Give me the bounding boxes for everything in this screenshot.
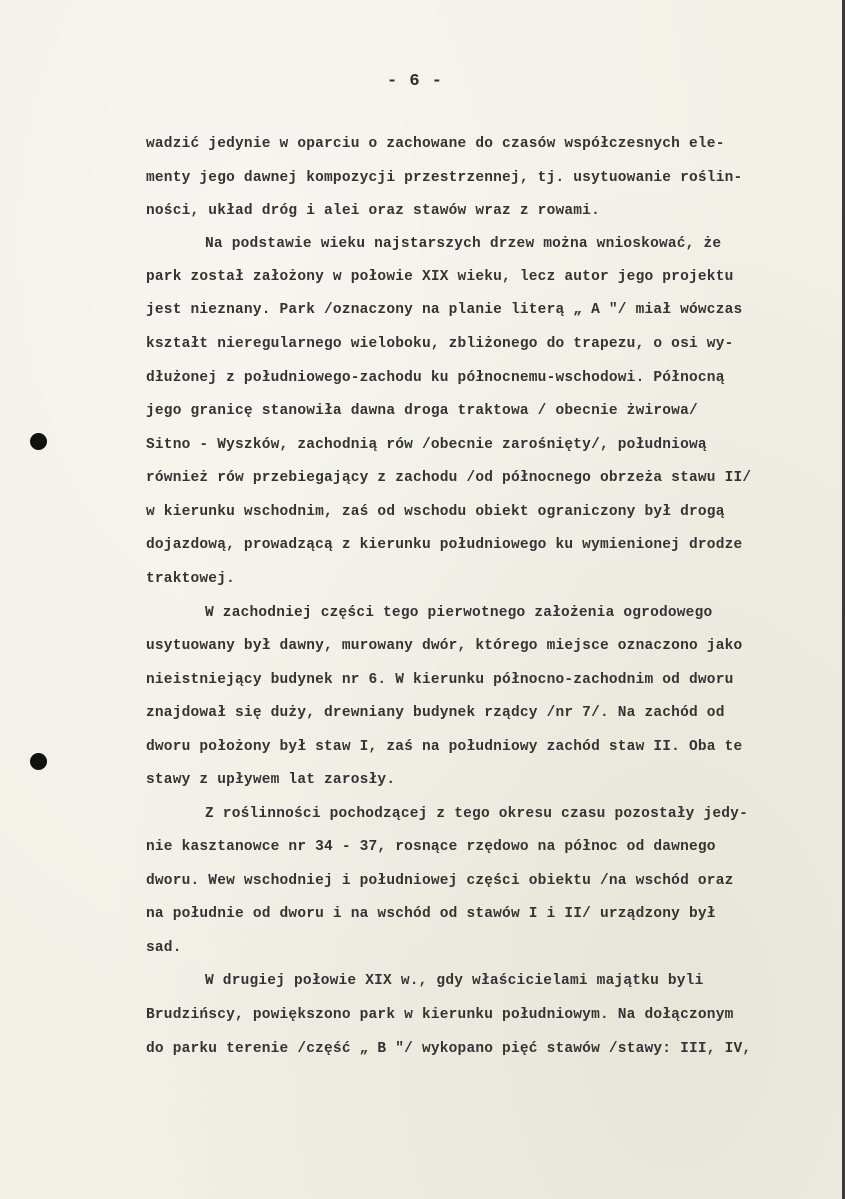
text-line: dłużonej z południowego-zachodu ku północnemu-wschodowi. Północną bbox=[146, 370, 725, 386]
text-line: dojazdową, prowadzącą z kierunku południowego ku wymienionej drodze bbox=[146, 537, 743, 553]
text-line: traktowej. bbox=[146, 571, 236, 587]
text-line: Brudzińscy, powiększono park w kierunku południowym. Na dołączonym bbox=[146, 1007, 734, 1023]
text-line: stawy z upływem lat zarosły. bbox=[146, 772, 396, 788]
text-line: znajdował się duży, drewniany budynek rządcy /nr 7/. Na zachód od bbox=[146, 705, 725, 721]
text-line: do parku terenie /część „ B "/ wykopano pięć stawów /stawy: III, IV, bbox=[146, 1041, 752, 1057]
text-line: park został założony w połowie XIX wieku, lecz autor jego projektu bbox=[146, 269, 734, 285]
text-line: sad. bbox=[146, 940, 182, 956]
text-line: na południe od dworu i na wschód od stawów I i II/ urządzony był bbox=[146, 906, 716, 922]
text-line: Sitno - Wyszków, zachodnią rów /obecnie zarośnięty/, południową bbox=[146, 437, 707, 453]
text-line: nieistniejący budynek nr 6. W kierunku północno-zachodnim od dworu bbox=[146, 672, 734, 688]
text-line: Z roślinności pochodzącej z tego okresu czasu pozostały jedy- bbox=[205, 806, 748, 822]
text-line: również rów przebiegający z zachodu /od północnego obrzeża stawu II/ bbox=[146, 470, 752, 486]
page-number: - 6 - bbox=[386, 72, 443, 91]
punch-hole bbox=[30, 433, 47, 450]
text-line: W zachodniej części tego pierwotnego założenia ogrodowego bbox=[205, 605, 713, 621]
text-line: dworu położony był staw I, zaś na południowy zachód staw II. Oba te bbox=[146, 739, 743, 755]
text-line: W drugiej połowie XIX w., gdy właścicielami majątku byli bbox=[205, 973, 704, 989]
text-line: kształt nieregularnego wieloboku, zbliżonego do trapezu, o osi wy- bbox=[146, 336, 734, 352]
text-line: Na podstawie wieku najstarszych drzew można wnioskować, że bbox=[205, 236, 722, 252]
punch-hole bbox=[30, 753, 47, 770]
text-line: usytuowany był dawny, murowany dwór, którego miejsce oznaczono jako bbox=[146, 638, 743, 654]
text-line: wadzić jedynie w oparciu o zachowane do czasów współczesnych ele- bbox=[146, 136, 725, 152]
text-line: w kierunku wschodnim, zaś od wschodu obiekt ograniczony był drogą bbox=[146, 504, 725, 520]
text-line: menty jego dawnej kompozycji przestrzennej, tj. usytuowanie roślin- bbox=[146, 170, 743, 186]
text-line: nie kasztanowce nr 34 - 37, rosnące rzędowo na północ od dawnego bbox=[146, 839, 716, 855]
text-line: ności, układ dróg i alei oraz stawów wraz z rowami. bbox=[146, 203, 600, 219]
text-line: jego granicę stanowiła dawna droga traktowa / obecnie żwirowa/ bbox=[146, 403, 698, 419]
text-line: dworu. Wew wschodniej i południowej części obiektu /na wschód oraz bbox=[146, 873, 734, 889]
text-line: jest nieznany. Park /oznaczony na planie literą „ A "/ miał wówczas bbox=[146, 302, 743, 318]
